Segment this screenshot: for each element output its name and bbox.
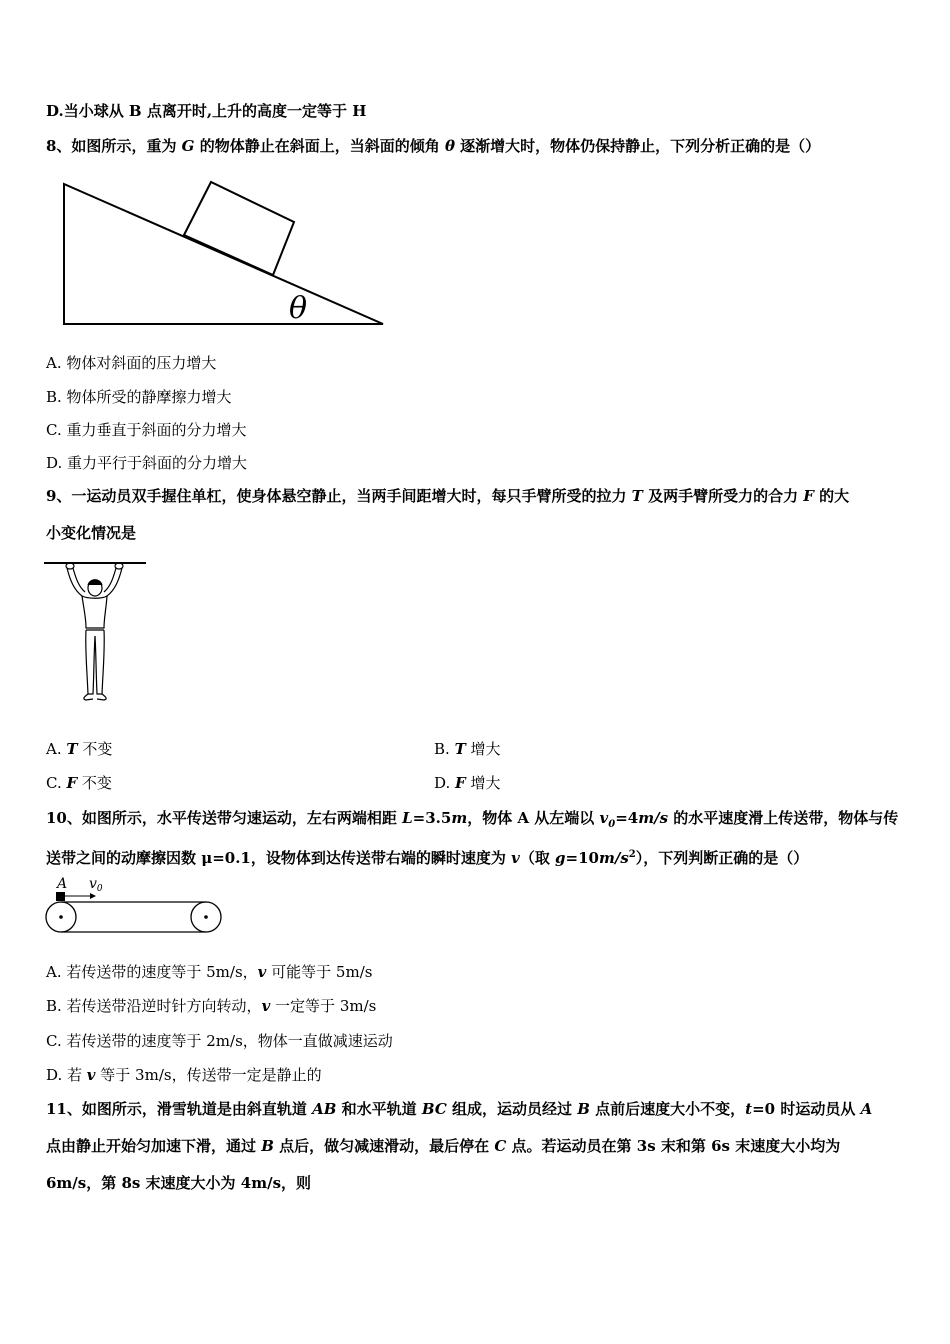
incline-figure xyxy=(60,178,390,328)
q9-option-d xyxy=(434,773,500,793)
q8-option-d: D. 重力平行于斜面的分力增大 xyxy=(46,454,248,472)
q11-var-b: B xyxy=(261,1137,274,1155)
q10-unit: m/s xyxy=(599,849,629,867)
q8-option-c: C. 重力垂直于斜面的分力增大 xyxy=(46,421,247,439)
q11-stem-line1 xyxy=(46,1099,872,1119)
q8-stem-part: 逐渐增大时，物体仍保持静止，下列分析正确的是（） xyxy=(454,137,821,155)
q11-stem-line3: 6m/s，第 8s 末速度大小为 4m/s，则 xyxy=(46,1174,312,1192)
q9-option-a xyxy=(46,739,112,759)
q11-stem-line2 xyxy=(46,1136,840,1156)
q9-stem-var-t: T xyxy=(631,487,643,505)
q10-part: 送带之间的动摩擦因数 μ=0.1，设物体到达传送带右端的瞬时速度为 xyxy=(46,849,512,867)
q10-var-g: g xyxy=(555,849,566,867)
q7-option-d: D.当小球从 B 点离开时,上升的高度一定等于 H xyxy=(46,102,367,120)
q9-option-prefix: D. xyxy=(434,774,456,792)
conveyor-label-v: $v_0$ xyxy=(89,876,103,894)
q11-part: 组成，运动员经过 xyxy=(446,1100,578,1118)
q8-stem-part: 8、如图所示，重为 xyxy=(46,137,182,155)
q10-option-text: 一定等于 3m/s xyxy=(270,997,377,1015)
q10-part: ），下列判断正确的是（） xyxy=(635,849,809,867)
q10-var-l: L xyxy=(402,809,413,827)
q9-option-var: F xyxy=(66,774,78,792)
q8-option-b: B. 物体所受的静摩擦力增大 xyxy=(46,388,232,406)
q10-part: =3.5 xyxy=(412,809,452,827)
q8-stem-var-g: G xyxy=(181,137,195,155)
q9-option-text: 增大 xyxy=(465,774,501,792)
conveyor-figure xyxy=(44,874,224,936)
q10-var-v: v xyxy=(599,809,609,827)
block-a xyxy=(56,892,65,901)
incline-triangle xyxy=(64,184,383,324)
q10-stem-line2 xyxy=(46,845,808,868)
q11-part: 点。若运动员在第 3s 末和第 6s 末速度大小均为 xyxy=(506,1137,841,1155)
q9-option-text: 不变 xyxy=(77,774,112,792)
q11-var-a: A xyxy=(860,1100,873,1118)
q10-part: 的水平速度滑上传送带，物体与传 xyxy=(668,809,899,827)
q10-option-text: C. 若传送带的速度等于 2m/s，物体一直做减速运动 xyxy=(46,1032,393,1050)
q10-option-var: v xyxy=(257,963,267,981)
q9-stem-part: 及两手臂所受力的合力 xyxy=(642,487,804,505)
q9-option-text: 不变 xyxy=(77,740,113,758)
q9-stem-part: 的大 xyxy=(813,487,850,505)
q10-stem-line1 xyxy=(46,808,898,835)
q10-sub: 0 xyxy=(608,819,616,830)
q10-option-text: D. 若 xyxy=(46,1066,87,1084)
q10-option-text: 可能等于 5m/s xyxy=(266,963,373,981)
q10-part: =4 xyxy=(615,809,639,827)
q9-option-prefix: C. xyxy=(46,774,67,792)
angle-theta-label: θ xyxy=(289,291,308,326)
q10-part: （取 xyxy=(519,849,556,867)
q10-sup: 2 xyxy=(628,849,636,860)
q9-option-b xyxy=(434,739,501,759)
q9-option-c xyxy=(46,773,112,793)
q11-part: 点前后速度大小不变， xyxy=(589,1100,746,1118)
q10-option-text: A. 若传送带的速度等于 5m/s， xyxy=(46,963,258,981)
q9-option-var: T xyxy=(454,740,466,758)
q8-stem-part: 的物体静止在斜面上，当斜面的倾角 xyxy=(194,137,445,155)
q10-option-b xyxy=(46,996,376,1016)
q10-unit: m/s xyxy=(638,809,669,827)
left-pulley-axle xyxy=(59,915,63,919)
q11-part: =0 时运动员从 xyxy=(752,1100,861,1118)
conveyor-label-a: A xyxy=(57,876,68,892)
q9-option-prefix: B. xyxy=(434,740,455,758)
q11-part: 点后，做匀减速滑动，最后停在 xyxy=(273,1137,495,1155)
q11-var-b: B xyxy=(577,1100,590,1118)
q10-option-text: 等于 3m/s，传送带一定是静止的 xyxy=(95,1066,322,1084)
q9-stem-part: 9、一运动员双手握住单杠，使身体悬空静止，当两手间距增大时，每只手臂所受的拉力 xyxy=(46,487,632,505)
q10-part: =10 xyxy=(565,849,599,867)
q10-option-a xyxy=(46,962,372,982)
q10-var-v: v xyxy=(511,849,520,867)
q9-option-prefix: A. xyxy=(46,740,67,758)
q9-stem-line2: 小变化情况是 xyxy=(46,524,137,542)
q10-part: ，物体 A 从左端以 xyxy=(467,809,600,827)
velocity-arrowhead xyxy=(90,893,96,899)
q10-option-text: B. 若传送带沿逆时针方向转动， xyxy=(46,997,262,1015)
q10-part: 10、如图所示，水平传送带匀速运动，左右两端相距 xyxy=(46,809,403,827)
q9-option-var: F xyxy=(455,774,466,792)
q9-stem-var-f: F xyxy=(803,487,814,505)
q9-option-var: T xyxy=(66,740,78,758)
q8-stem-var-theta: θ xyxy=(444,137,455,155)
q11-var-ab: AB xyxy=(312,1100,337,1118)
q9-option-text: 增大 xyxy=(465,740,501,758)
q11-var-c: C xyxy=(494,1137,507,1155)
q9-stem-line1 xyxy=(46,486,849,506)
q10-option-d xyxy=(46,1065,322,1085)
q11-var-t: t xyxy=(745,1100,753,1118)
q10-option-c xyxy=(46,1031,393,1051)
q11-var-bc: BC xyxy=(421,1100,447,1118)
q11-part: 11、如图所示，滑雪轨道是由斜直轨道 xyxy=(46,1100,313,1118)
q10-option-var: v xyxy=(86,1066,96,1084)
gymnast-figure xyxy=(44,560,148,706)
q11-part: 点由静止开始匀加速下滑，通过 xyxy=(46,1137,262,1155)
right-pulley-axle xyxy=(204,915,208,919)
q10-option-var: v xyxy=(261,997,271,1015)
q11-part: 和水平轨道 xyxy=(336,1100,422,1118)
q8-stem xyxy=(46,136,820,156)
q8-option-a: A. 物体对斜面的压力增大 xyxy=(46,354,217,372)
q10-unit: m xyxy=(451,809,468,827)
gymnast-body xyxy=(66,563,123,700)
